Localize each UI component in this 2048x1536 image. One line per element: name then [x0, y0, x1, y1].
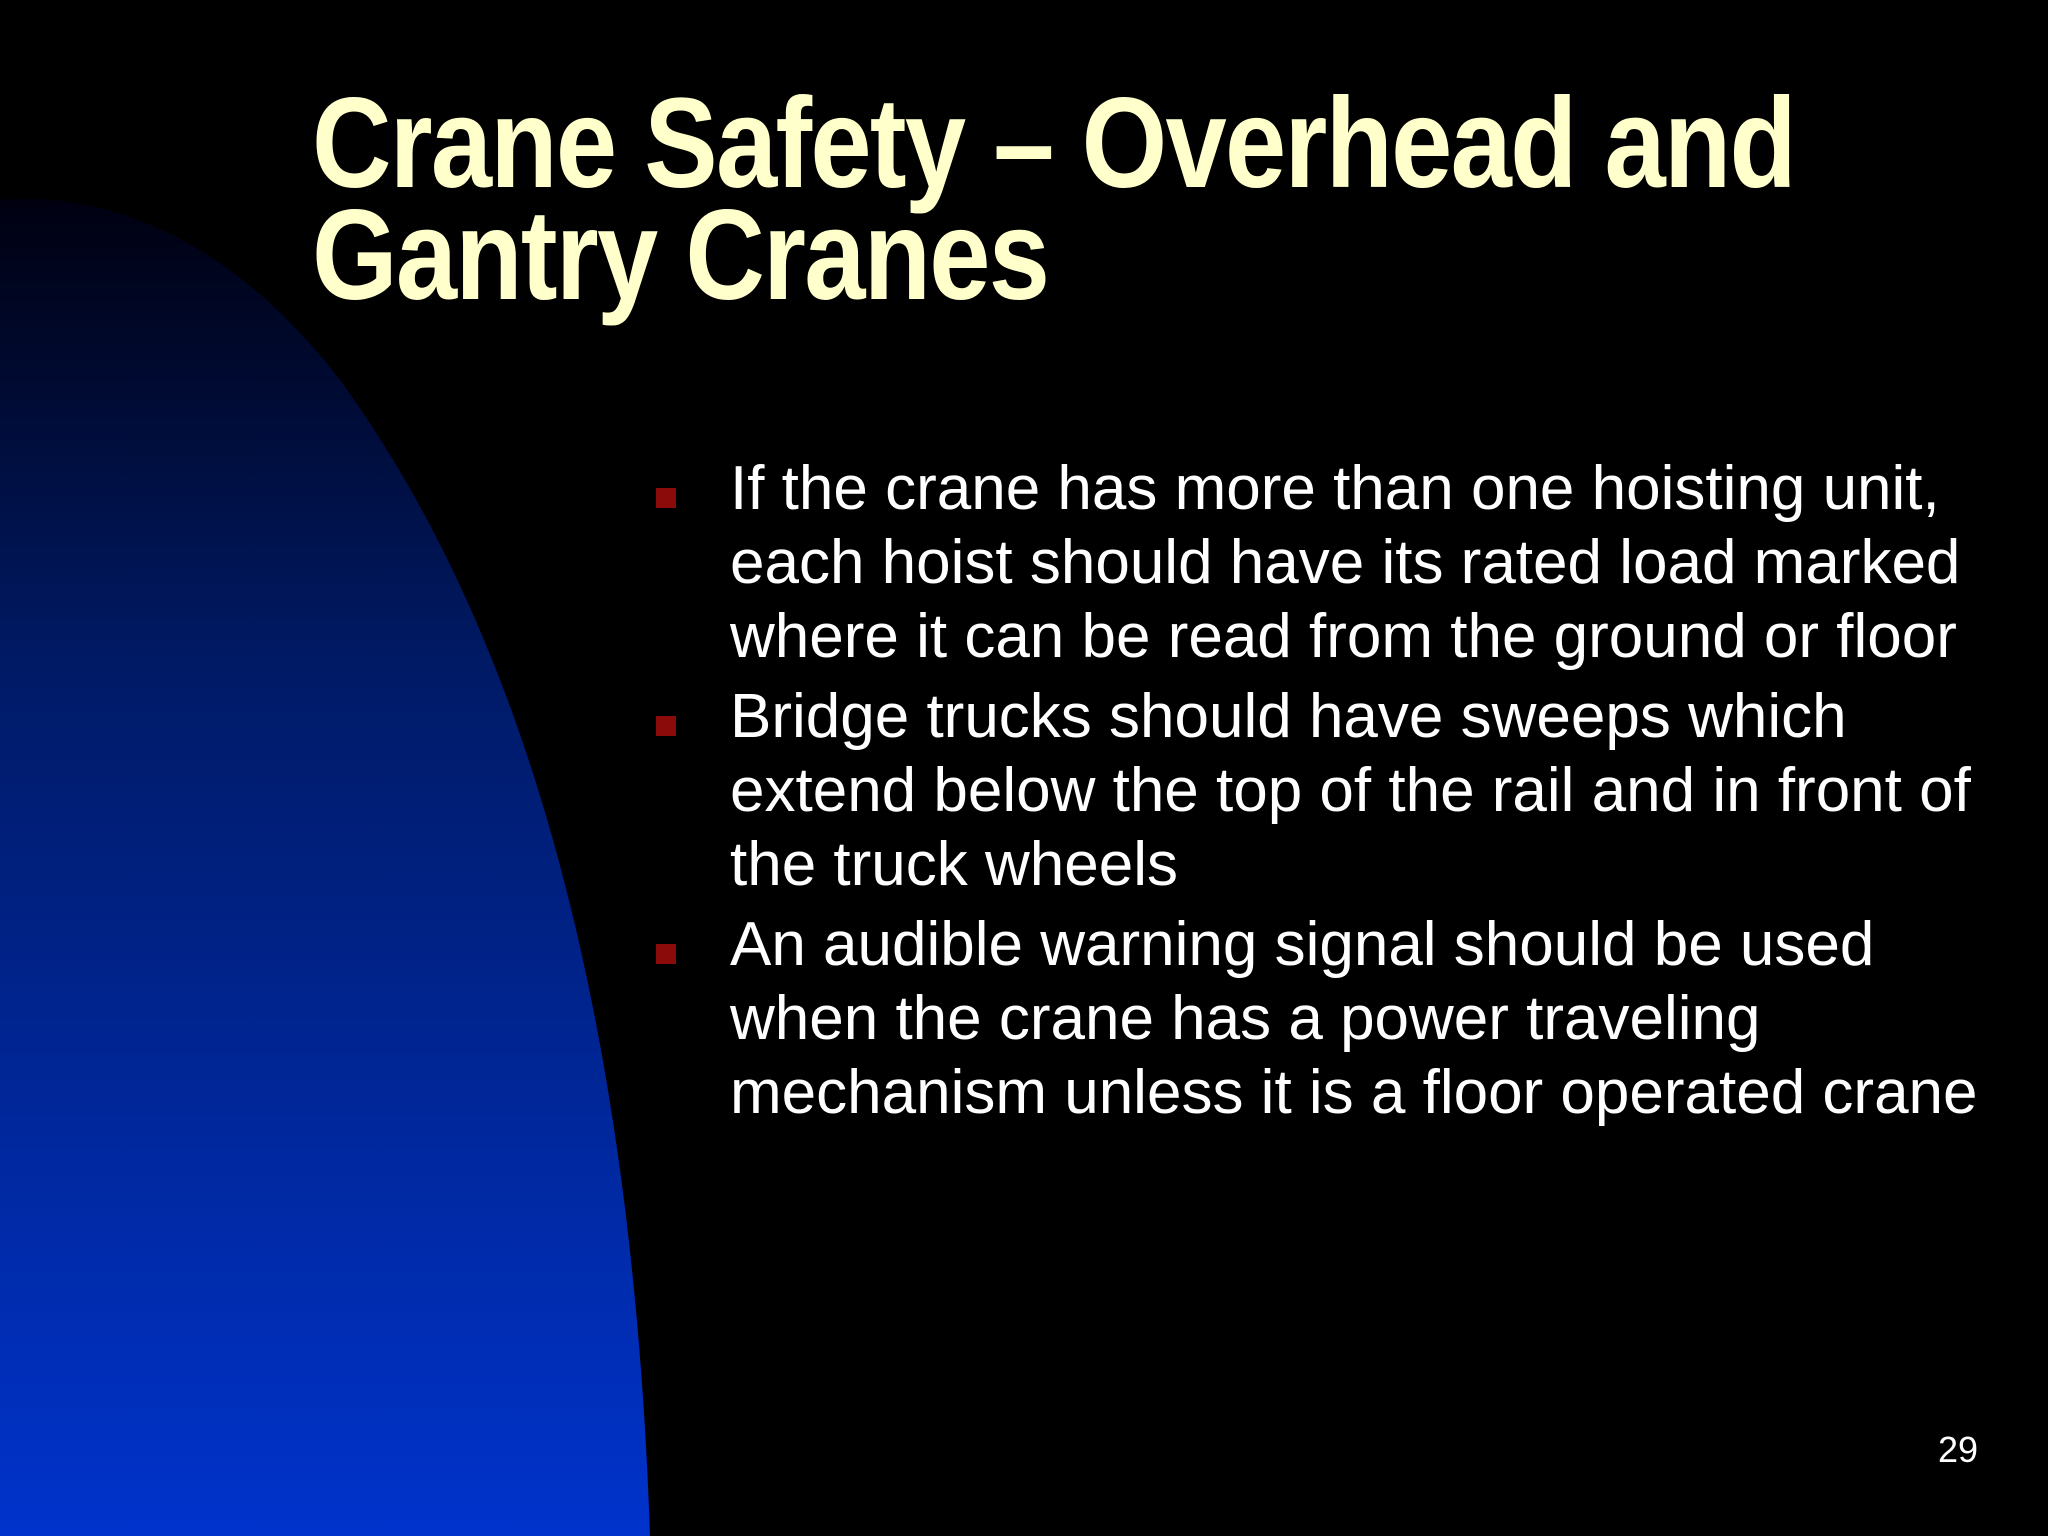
- bullet-list: [650, 452, 1990, 1136]
- square-bullet-icon: [656, 716, 676, 736]
- bullet-text: Bridge trucks should have sweeps which extend below the top of the rail and in front of the truck wheels: [730, 682, 1971, 899]
- square-bullet-icon: [656, 488, 676, 508]
- slide-title: [312, 72, 1796, 327]
- bullet-text: An audible warning signal should be used when the crane has a power traveling mechanism unless it is a floor operated crane: [730, 910, 1978, 1127]
- bullet-text: If the crane has more than one hoisting unit, each hoist should have its rated load marked where it can be read from the ground or floor: [730, 454, 1961, 671]
- page-number: 29: [1937, 1429, 1978, 1470]
- bullet-item: [650, 680, 1990, 902]
- title-line-2: Gantry Cranes: [312, 184, 1049, 327]
- bullet-item: [650, 452, 1990, 674]
- square-bullet-icon: [656, 944, 676, 964]
- bullet-item: [650, 908, 1990, 1130]
- title-line-1: Crane Safety – Overhead and: [312, 72, 1796, 215]
